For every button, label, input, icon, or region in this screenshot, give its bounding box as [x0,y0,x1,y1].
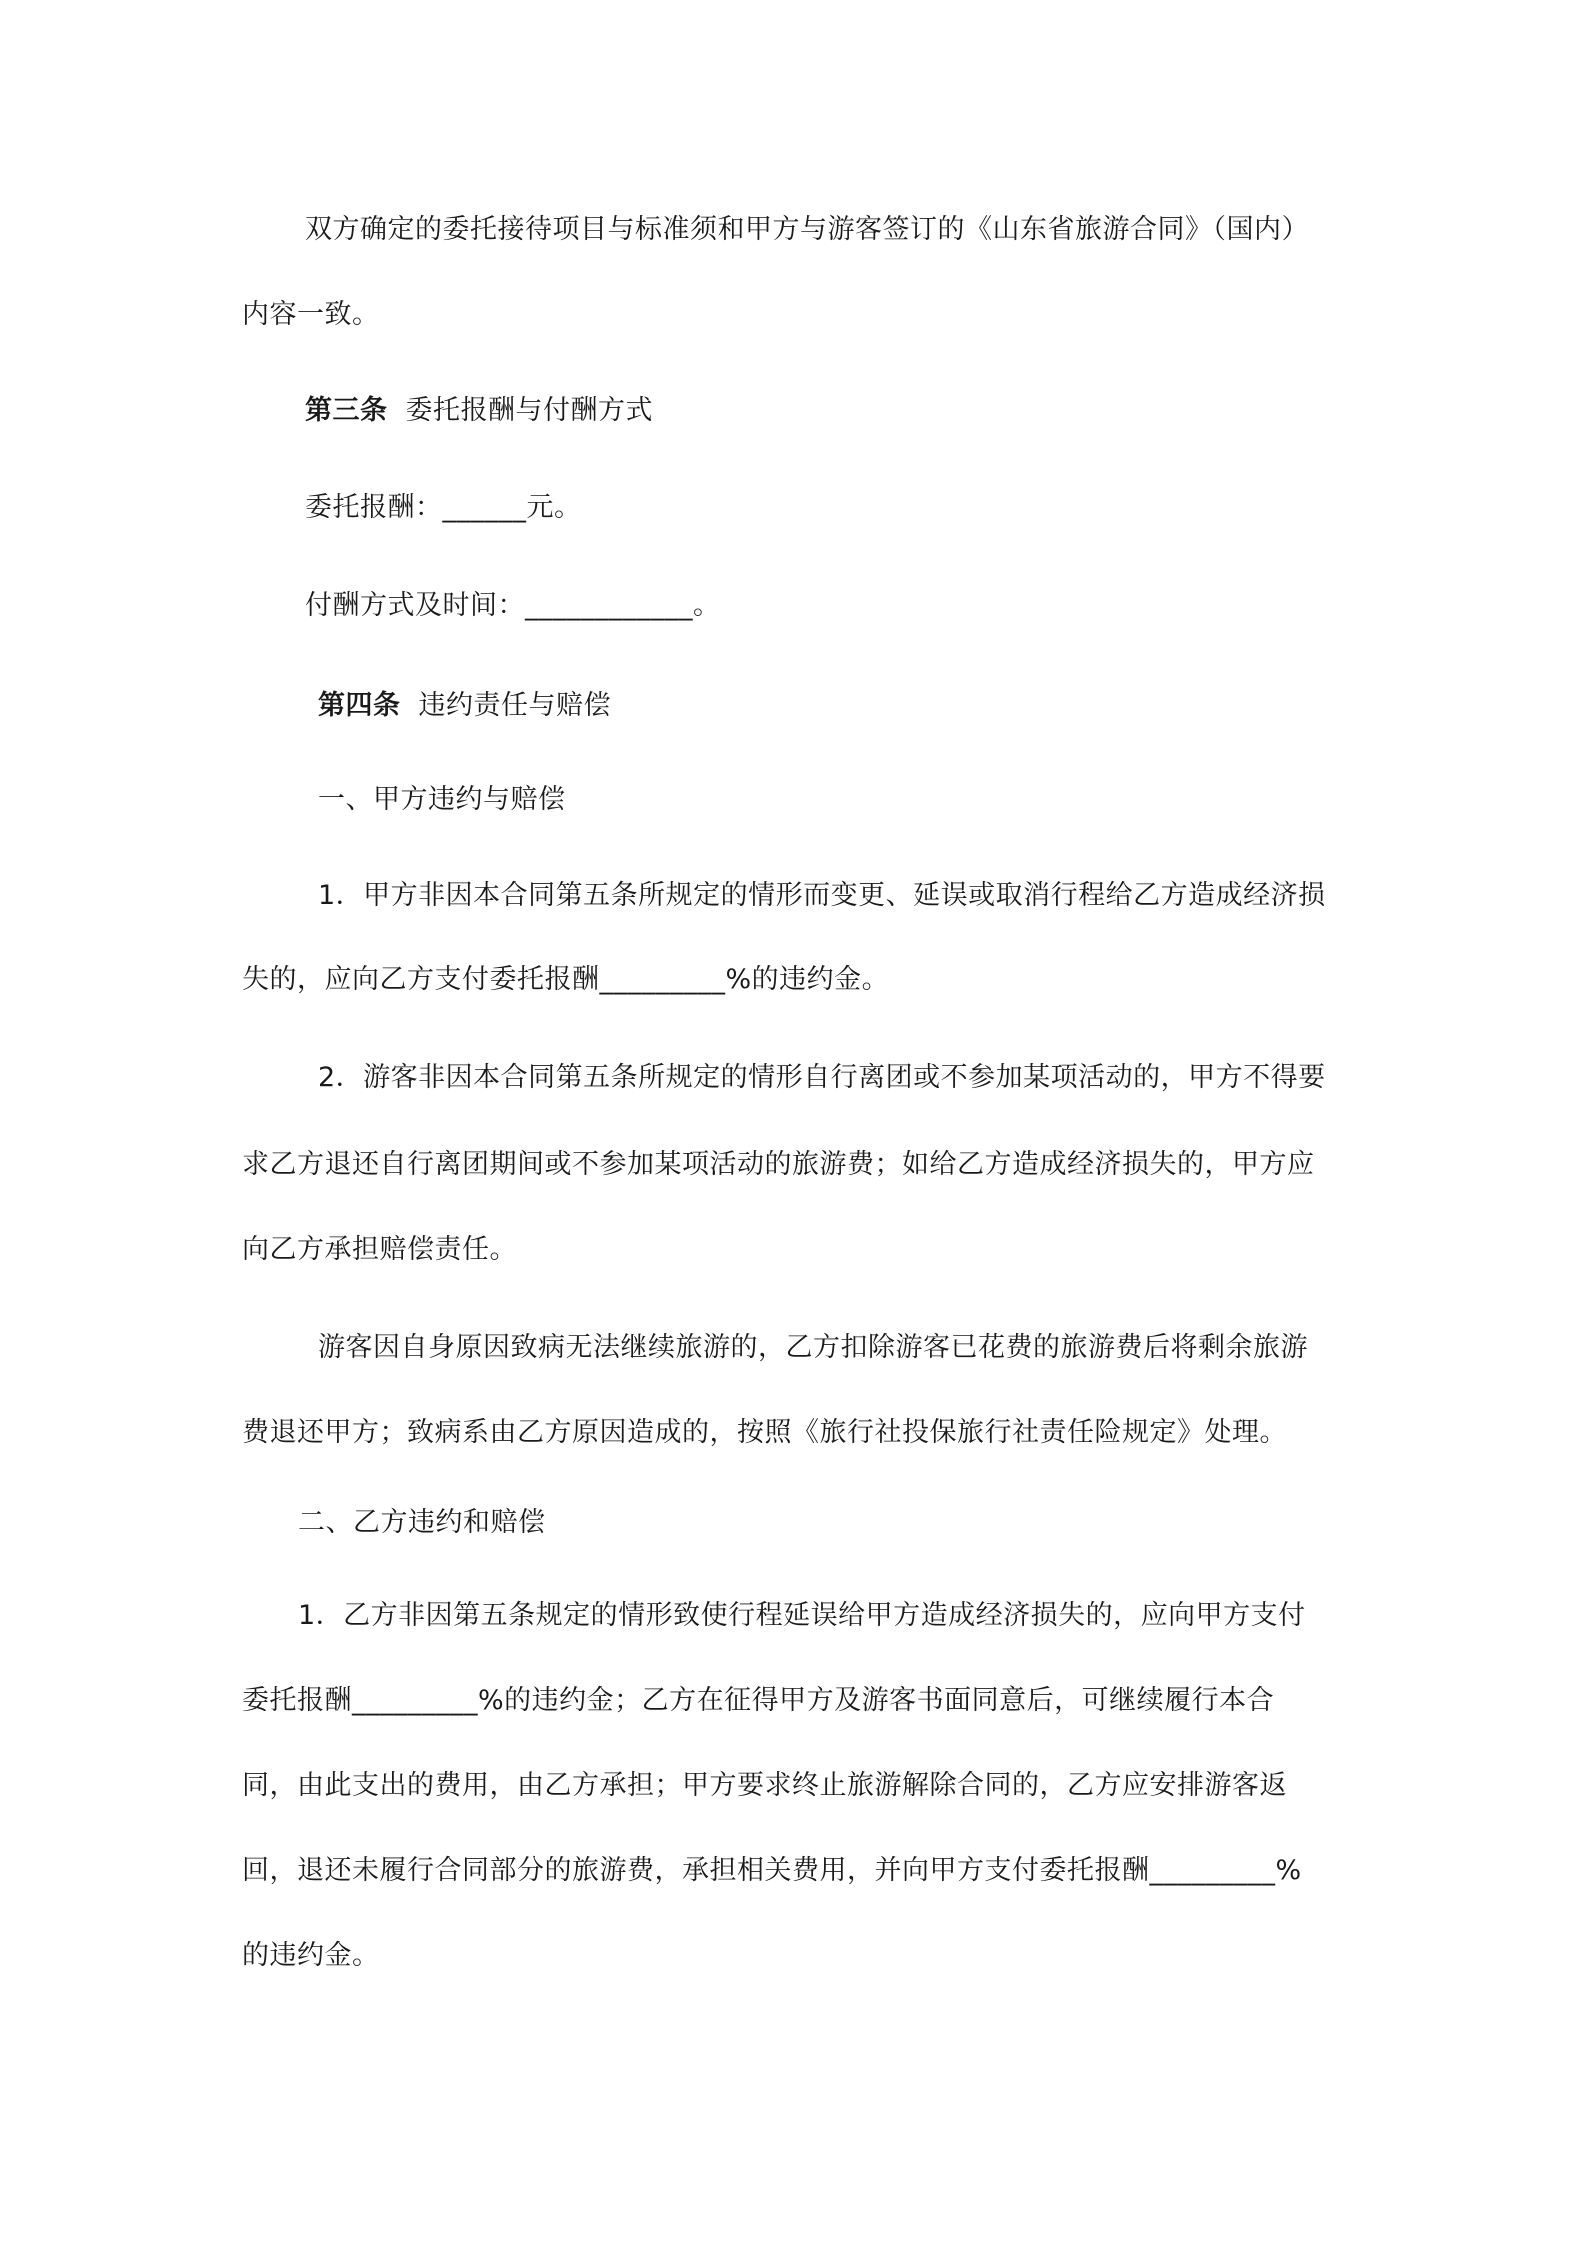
paragraph-line: 求乙方退还自行离团期间或不参加某项活动的旅游费；如给乙方造成经济损失的，甲方应 [242,1149,1315,1180]
paragraph-line: 失的，应向乙方支付委托报酬_________%的违约金。 [242,964,890,995]
article-4-title: 违约责任与赔偿 [418,690,611,721]
paragraph-line: 1．乙方非因第五条规定的情形致使行程延误给甲方造成经济损失的，应向甲方支付 [298,1600,1306,1631]
article-4-heading [318,688,611,724]
section-heading: 二、乙方违约和赔偿 [298,1507,546,1538]
paragraph-line: 同，由此支出的费用，由乙方承担；甲方要求终止旅游解除合同的，乙方应安排游客返 [242,1770,1287,1801]
payment-method-line: 付酬方式及时间：____________。 [305,590,721,621]
paragraph-line: 向乙方承担赔偿责任。 [242,1234,517,1265]
article-3-heading [305,393,653,429]
article-4-number: 第四条 [318,690,401,721]
paragraph-line: 的违约金。 [242,1940,380,1971]
paragraph-line: 内容一致。 [242,299,380,330]
paragraph-line: 游客因自身原因致病无法继续旅游的，乙方扣除游客已花费的旅游费后将剩余旅游 [318,1332,1308,1363]
article-3-number: 第三条 [305,395,388,426]
paragraph-line: 费退还甲方；致病系由乙方原因造成的，按照《旅行社投保旅行社责任险规定》处理。 [242,1417,1287,1448]
section-heading: 一、甲方违约与赔偿 [318,784,566,815]
paragraph-line: 双方确定的委托接待项目与标准须和甲方与游客签订的《山东省旅游合同》（国内） [305,214,1309,245]
paragraph-line: 委托报酬_________%的违约金；乙方在征得甲方及游客书面同意后，可继续履行本合 [242,1685,1275,1716]
commission-fee-line: 委托报酬：______元。 [305,492,582,523]
paragraph-line: 2．游客非因本合同第五条所规定的情形自行离团或不参加某项活动的，甲方不得要 [318,1062,1326,1093]
paragraph-line: 1．甲方非因本合同第五条所规定的情形而变更、延误或取消行程给乙方造成经济损 [318,880,1326,911]
article-3-title: 委托报酬与付酬方式 [405,395,653,426]
paragraph-line: 回，退还未履行合同部分的旅游费，承担相关费用，并向甲方支付委托报酬_________% [242,1855,1302,1886]
